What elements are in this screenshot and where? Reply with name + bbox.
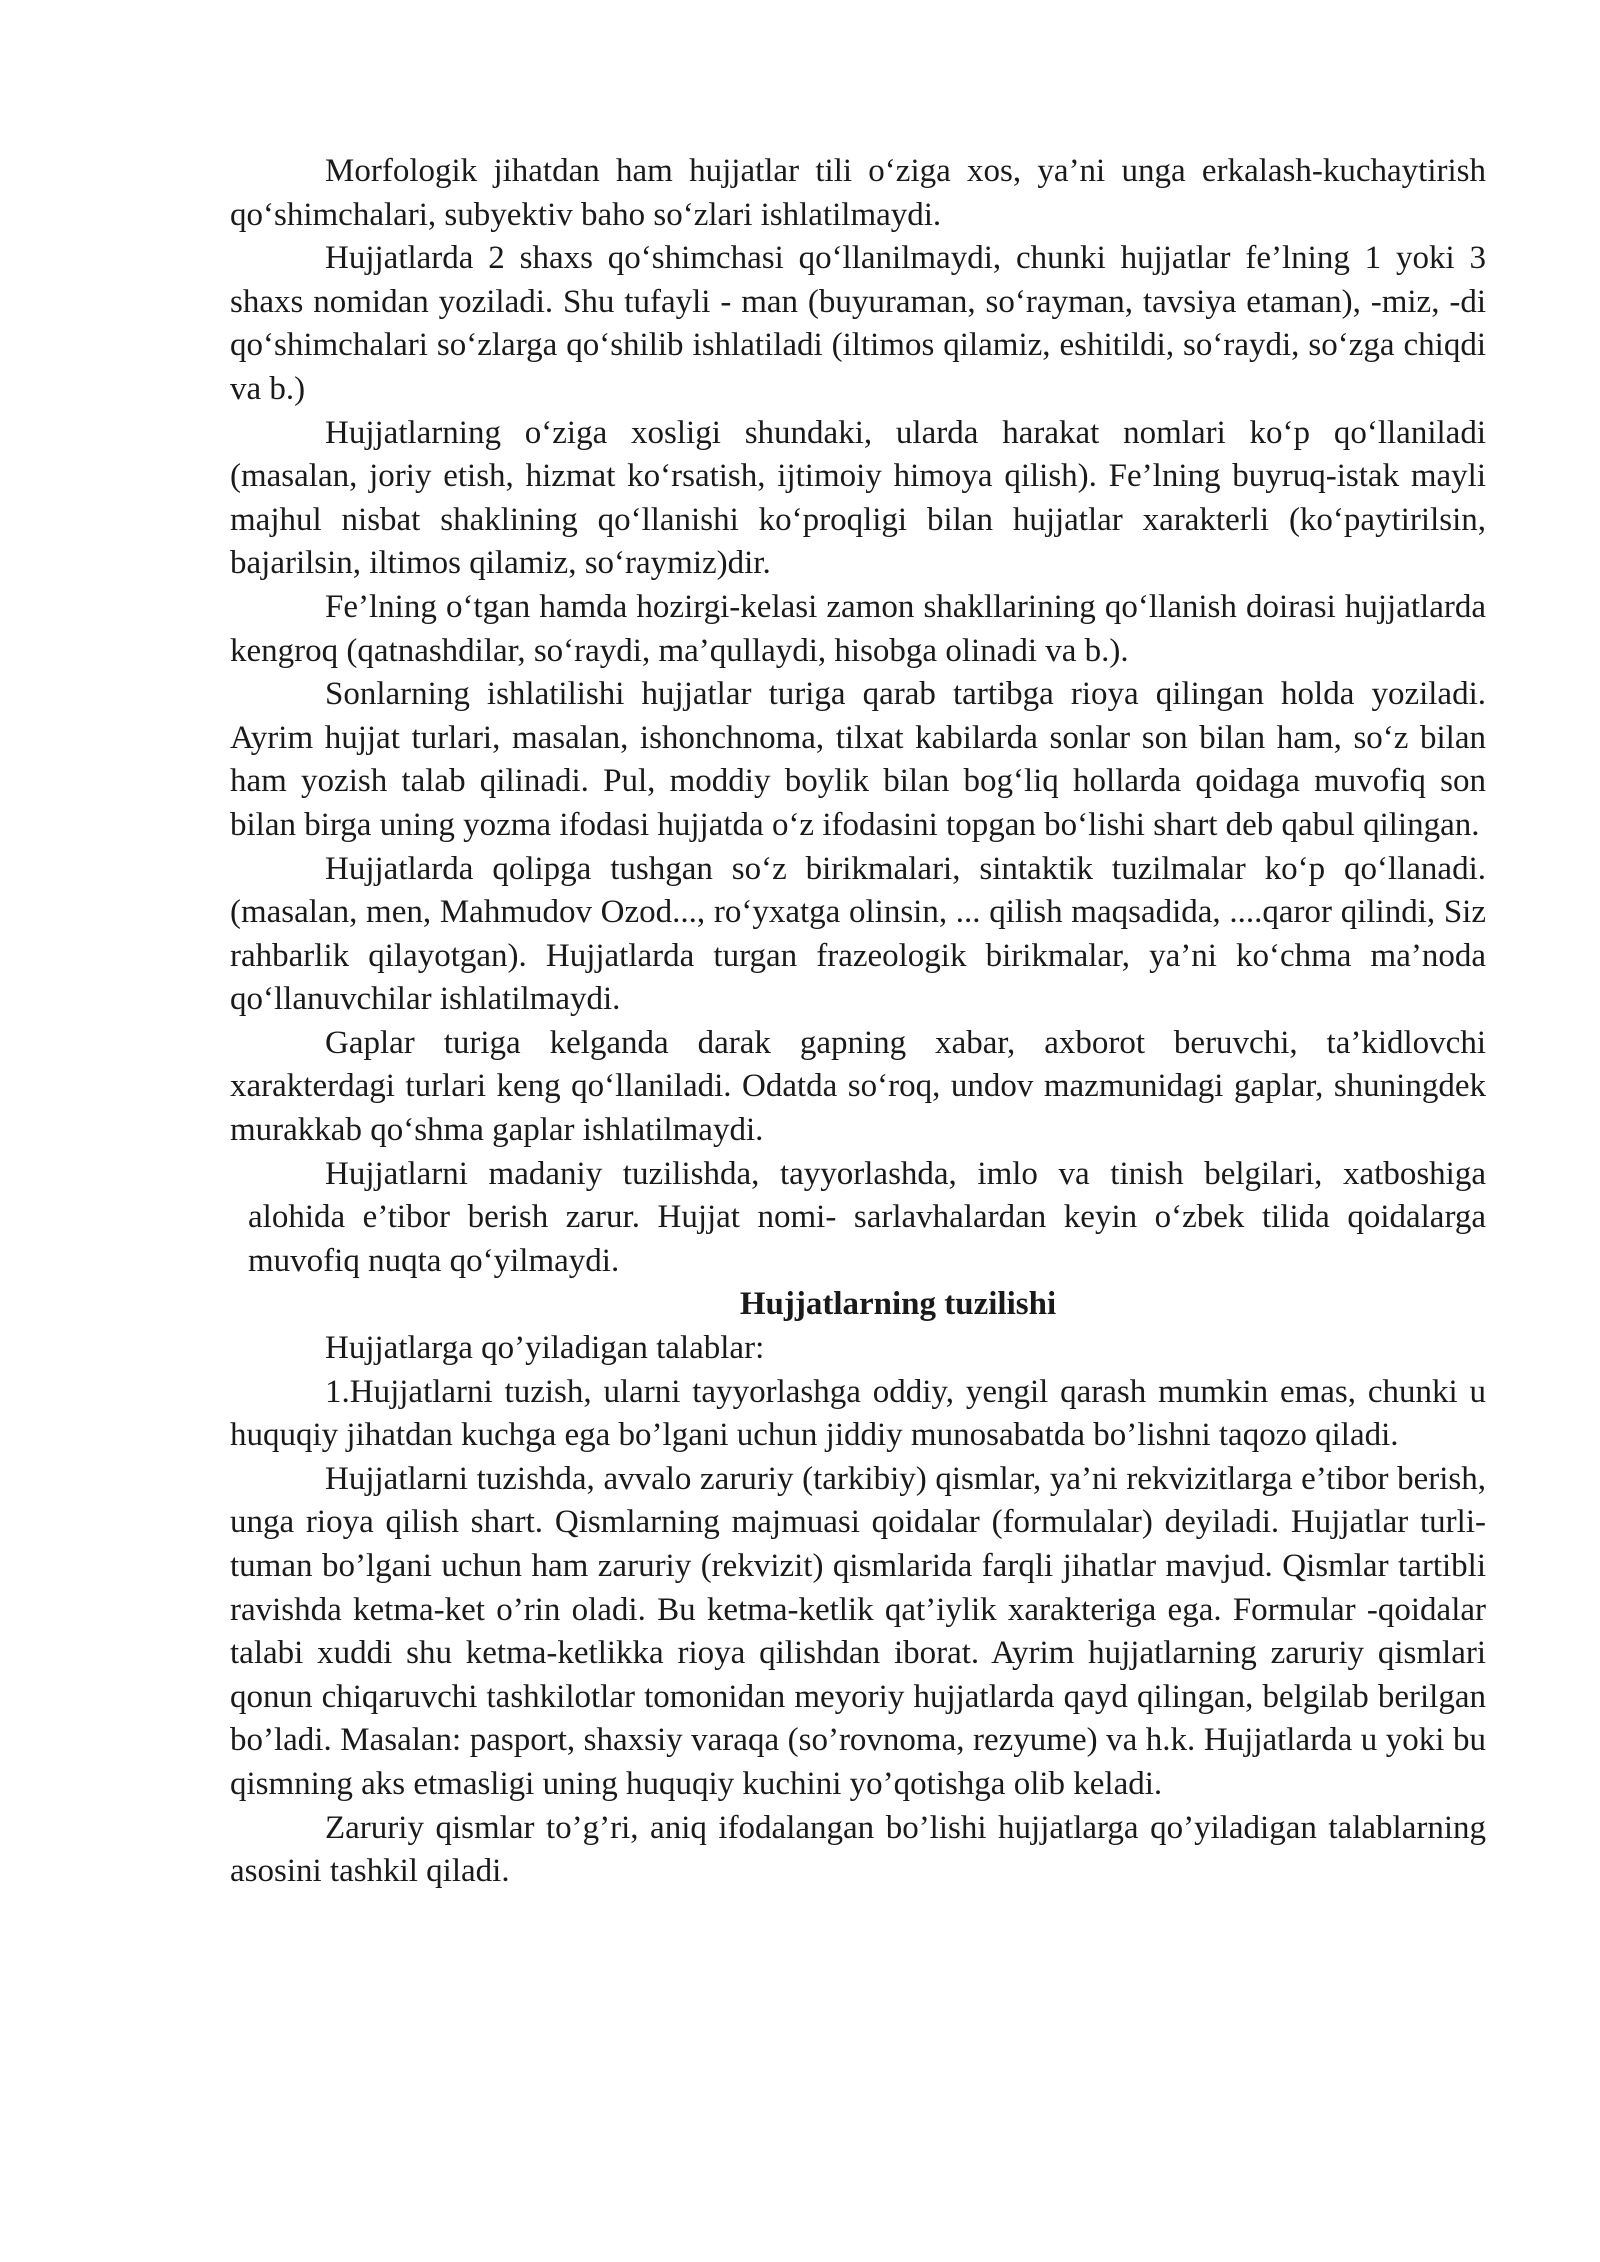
paragraph-requirements-intro: Hujjatlarga qo’yiladigan talablar: (325, 1330, 765, 1367)
paragraph-action-nouns: Hujjatlarning o‘ziga xosligi shundaki, ularda harakat nomlari ko‘p qo‘llaniladi (masalan, joriy etish, hizmat ko‘rsatish, ijtimoiy himoya qilish). Fe’lning buyruq-istak mayli majhul nisbat shaklining qo‘llanishi ko‘proqligi bilan hujjatlar xarakterli (ko‘paytirilsin, bajarilsin, iltimos qilamiz, so‘raymiz)dir. (230, 414, 1486, 582)
paragraph-conclusion: Zaruriy qismlar to’g’ri, aniq ifodalangan bo’lishi hujjatlarga qo’yiladigan talablarning asosini tashkil qiladi. (230, 1809, 1486, 1890)
section-heading: Hujjatlarning tuzilishi (739, 1286, 1057, 1323)
paragraph-person-suffixes: Hujjatlarda 2 shaxs qo‘shimchasi qo‘llanilmaydi, chunki hujjatlar fe’lning 1 yoki 3 shaxs nomidan yoziladi. Shu tufayli - man (buyuraman, so‘rayman, tavsiya etaman), -miz, -di qo‘shimchalari so‘zlarga qo‘shilib ishlatiladi (iltimos qilamiz, eshitildi, so‘raydi, so‘zga chiqdi va b.) (230, 240, 1486, 407)
document-page (230, 150, 1486, 1894)
paragraph-morphology: Morfologik jihatdan ham hujjatlar tili o‘ziga xos, ya’ni unga erkalash-kuchaytirish qo‘shimchalari, subyektiv baho so‘zlari ishlatilmaydi. (230, 153, 1486, 233)
paragraph-requirement-1: 1.Hujjatlarni tuzish, ularni tayyorlashga oddiy, yengil qarash mumkin emas, chunki u huquqiy jihatdan kuchga ega bo’lgani uchun jiddiy munosabatda bo’lishni taqozo qiladi. (230, 1373, 1486, 1454)
paragraph-punctuation: Hujjatlarni madaniy tuzilishda, tayyorlashda, imlo va tinish belgilari, xatboshiga alohida e’tibor berish zarur. Hujjat nomi- sarlavhalardan keyin o‘zbek tilida qoidalarga muvofiq nuqta qo‘yilmaydi. (248, 1155, 1486, 1279)
paragraph-numbers: Sonlarning ishlatilishi hujjatlar turiga qarab tartibga rioya qilingan holda yoziladi. Ayrim hujjat turlari, masalan, ishonchnoma, tilxat kabilarda sonlar son bilan ham, so‘z bilan ham yozish talab qilinadi. Pul, moddiy boylik bilan bog‘liq hollarda qoidaga muvofiq son bilan birga uning yozma ifodasi hujjatda o‘z ifodasini topgan bo‘lishi shart deb qabul qilingan. (230, 676, 1486, 843)
paragraph-sentence-types: Gaplar turiga kelganda darak gapning xabar, axborot beruvchi, ta’kidlovchi xarakterdagi turlari keng qo‘llaniladi. Odatda so‘roq, undov mazmunidagi gaplar, shuningdek murakkab qo‘shma gaplar ishlatilmaydi. (230, 1024, 1486, 1149)
paragraph-fixed-phrases: Hujjatlarda qolipga tushgan so‘z birikmalari, sintaktik tuzilmalar ko‘p qo‘llanadi. (masalan, men, Mahmudov Ozod..., ro‘yxatga olinsin, ... qilish maqsadida, ....qaror qilindi, Siz rahbarlik qilayotgan). Hujjatlarda turgan frazeologik birikmalar, ya’ni ko‘chma ma’noda qo‘llanuvchilar ishlatilmaydi. (230, 850, 1486, 1018)
paragraph-tense-forms: Fe’lning o‘tgan hamda hozirgi-kelasi zamon shakllarining qo‘llanish doirasi hujjatlarda kengroq (qatnashdilar, so‘raydi, ma’qullaydi, hisobga olinadi va b.). (230, 588, 1486, 669)
paragraph-requisites: Hujjatlarni tuzishda, avvalo zaruriy (tarkibiy) qismlar, ya’ni rekvizitlarga e’tibor berish, unga rioya qilish shart. Qismlarning majmuasi qoidalar (formulalar) deyiladi. Hujjatlar turli-tuman bo’lgani uchun ham zaruriy (rekvizit) qismlarida farqli jihatlar mavjud. Qismlar tartibli ravishda ketma-ket o’rin oladi. Bu ketma-ketlik qat’iylik xarakteriga ega. Formular -qoidalar talabi xuddi shu ketma-ketlikka rioya qilishdan iborat. Ayrim hujjatlarning zaruriy qismlari qonun chiqaruvchi tashkilotlar tomonidan meyoriy hujjatlarda qayd qilingan, belgilab berilgan bo’ladi. Masalan: pasport, shaxsiy varaqa (so’rovnoma, rezyume) va h.k. Hujjatlarda u yoki bu qismning aks etmasligi uning huquqiy kuchini yo’qotishga olib keladi. (230, 1460, 1486, 1802)
